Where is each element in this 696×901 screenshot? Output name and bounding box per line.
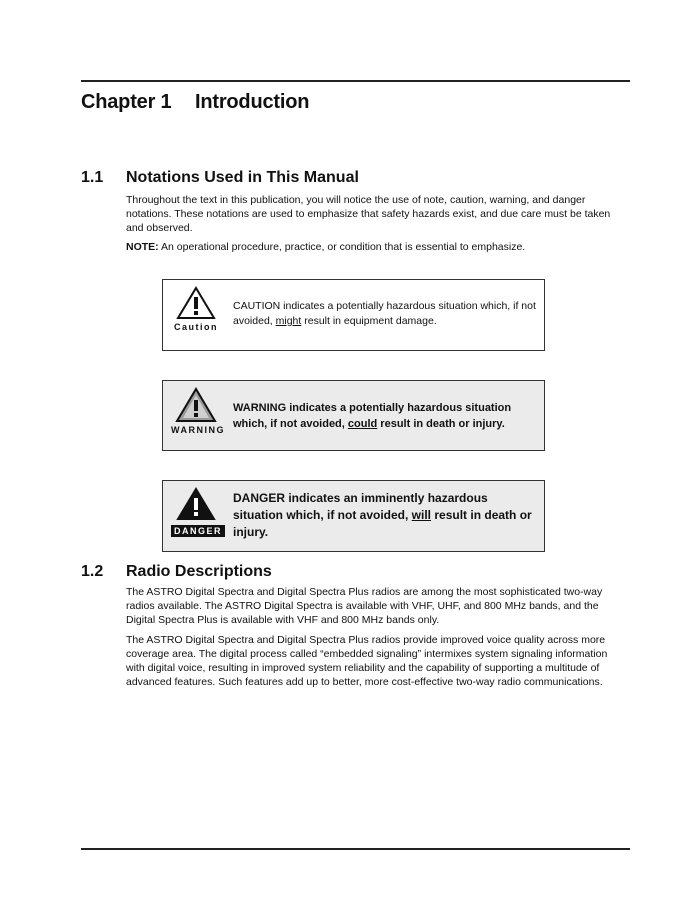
note-paragraph — [126, 240, 626, 254]
danger-triangle-icon — [176, 487, 216, 521]
section-heading-radio-descriptions — [81, 563, 272, 581]
warning-icon-block — [171, 387, 225, 435]
radio-paragraph-1: The ASTRO Digital Spectra and Digital Spectra Plus radios are among the most sophisticated two-way radios available. The ASTRO Digital Spectra is available with VHF, UHF, and 800 MHz bands, and the Digital Spectra Plus is available with VHF and 800 MHz bands only. — [126, 586, 603, 626]
note-label: NOTE: — [126, 241, 159, 253]
section-heading-notations — [81, 169, 359, 187]
section-title: Radio Descriptions — [126, 563, 272, 580]
note-text: An operational procedure, practice, or condition that is essential to emphasize. — [158, 241, 526, 253]
caution-text-start: CAUTION indicates a potentially hazardous situation which, if not avoided, — [233, 300, 536, 327]
warning-text — [233, 400, 538, 432]
top-rule — [81, 80, 630, 82]
warning-triangle-icon — [175, 387, 217, 423]
danger-icon-block — [171, 487, 221, 539]
radio-paragraph-2: The ASTRO Digital Spectra and Digital Spectra Plus radios provide improved voice quality across more coverage area. The digital process called “embedded signaling” intermixes system signaling information with digital voice, resulting in improved system reliability and the capability of supporting a multitude of advanced features. Such features add up to better, more cost-effective two-way radio communications. — [126, 634, 608, 688]
danger-text-end: result in death or injury. — [233, 508, 532, 539]
section-number: 1.2 — [81, 563, 104, 580]
caution-notice — [162, 279, 545, 351]
warning-text-end: result in death or injury. — [377, 418, 505, 430]
danger-label: DANGER — [171, 525, 225, 537]
warning-emphasis: could — [347, 418, 378, 430]
caution-triangle-icon — [176, 286, 216, 320]
caution-text-end: result in equipment damage. — [301, 315, 437, 327]
caution-icon-block — [171, 286, 221, 332]
danger-emphasis: will — [411, 508, 432, 522]
notations-paragraph: Throughout the text in this publication, you will notice the use of note, caution, warning, and danger notations. These notations are used to emphasize that safety hazards exist, and due care must be taken and observed. — [126, 194, 611, 234]
caution-label: Caution — [174, 322, 218, 332]
chapter-number: Chapter 1 — [81, 91, 172, 113]
danger-notice — [162, 480, 545, 552]
chapter-name: Introduction — [195, 91, 310, 113]
warning-text-start: WARNING indicates a potentially hazardous situation which, if not avoided, — [233, 402, 512, 430]
warning-notice — [162, 380, 545, 451]
section-number: 1.1 — [81, 169, 104, 186]
section-title: Notations Used in This Manual — [126, 169, 359, 186]
warning-label: WARNING — [171, 425, 225, 435]
danger-text-start: DANGER indicates an imminently hazardous situation which, if not avoided, — [233, 491, 488, 522]
caution-emphasis: might — [275, 315, 302, 327]
caution-text — [233, 299, 538, 329]
chapter-title — [81, 91, 309, 114]
bottom-rule — [81, 848, 630, 850]
danger-text — [233, 490, 538, 541]
